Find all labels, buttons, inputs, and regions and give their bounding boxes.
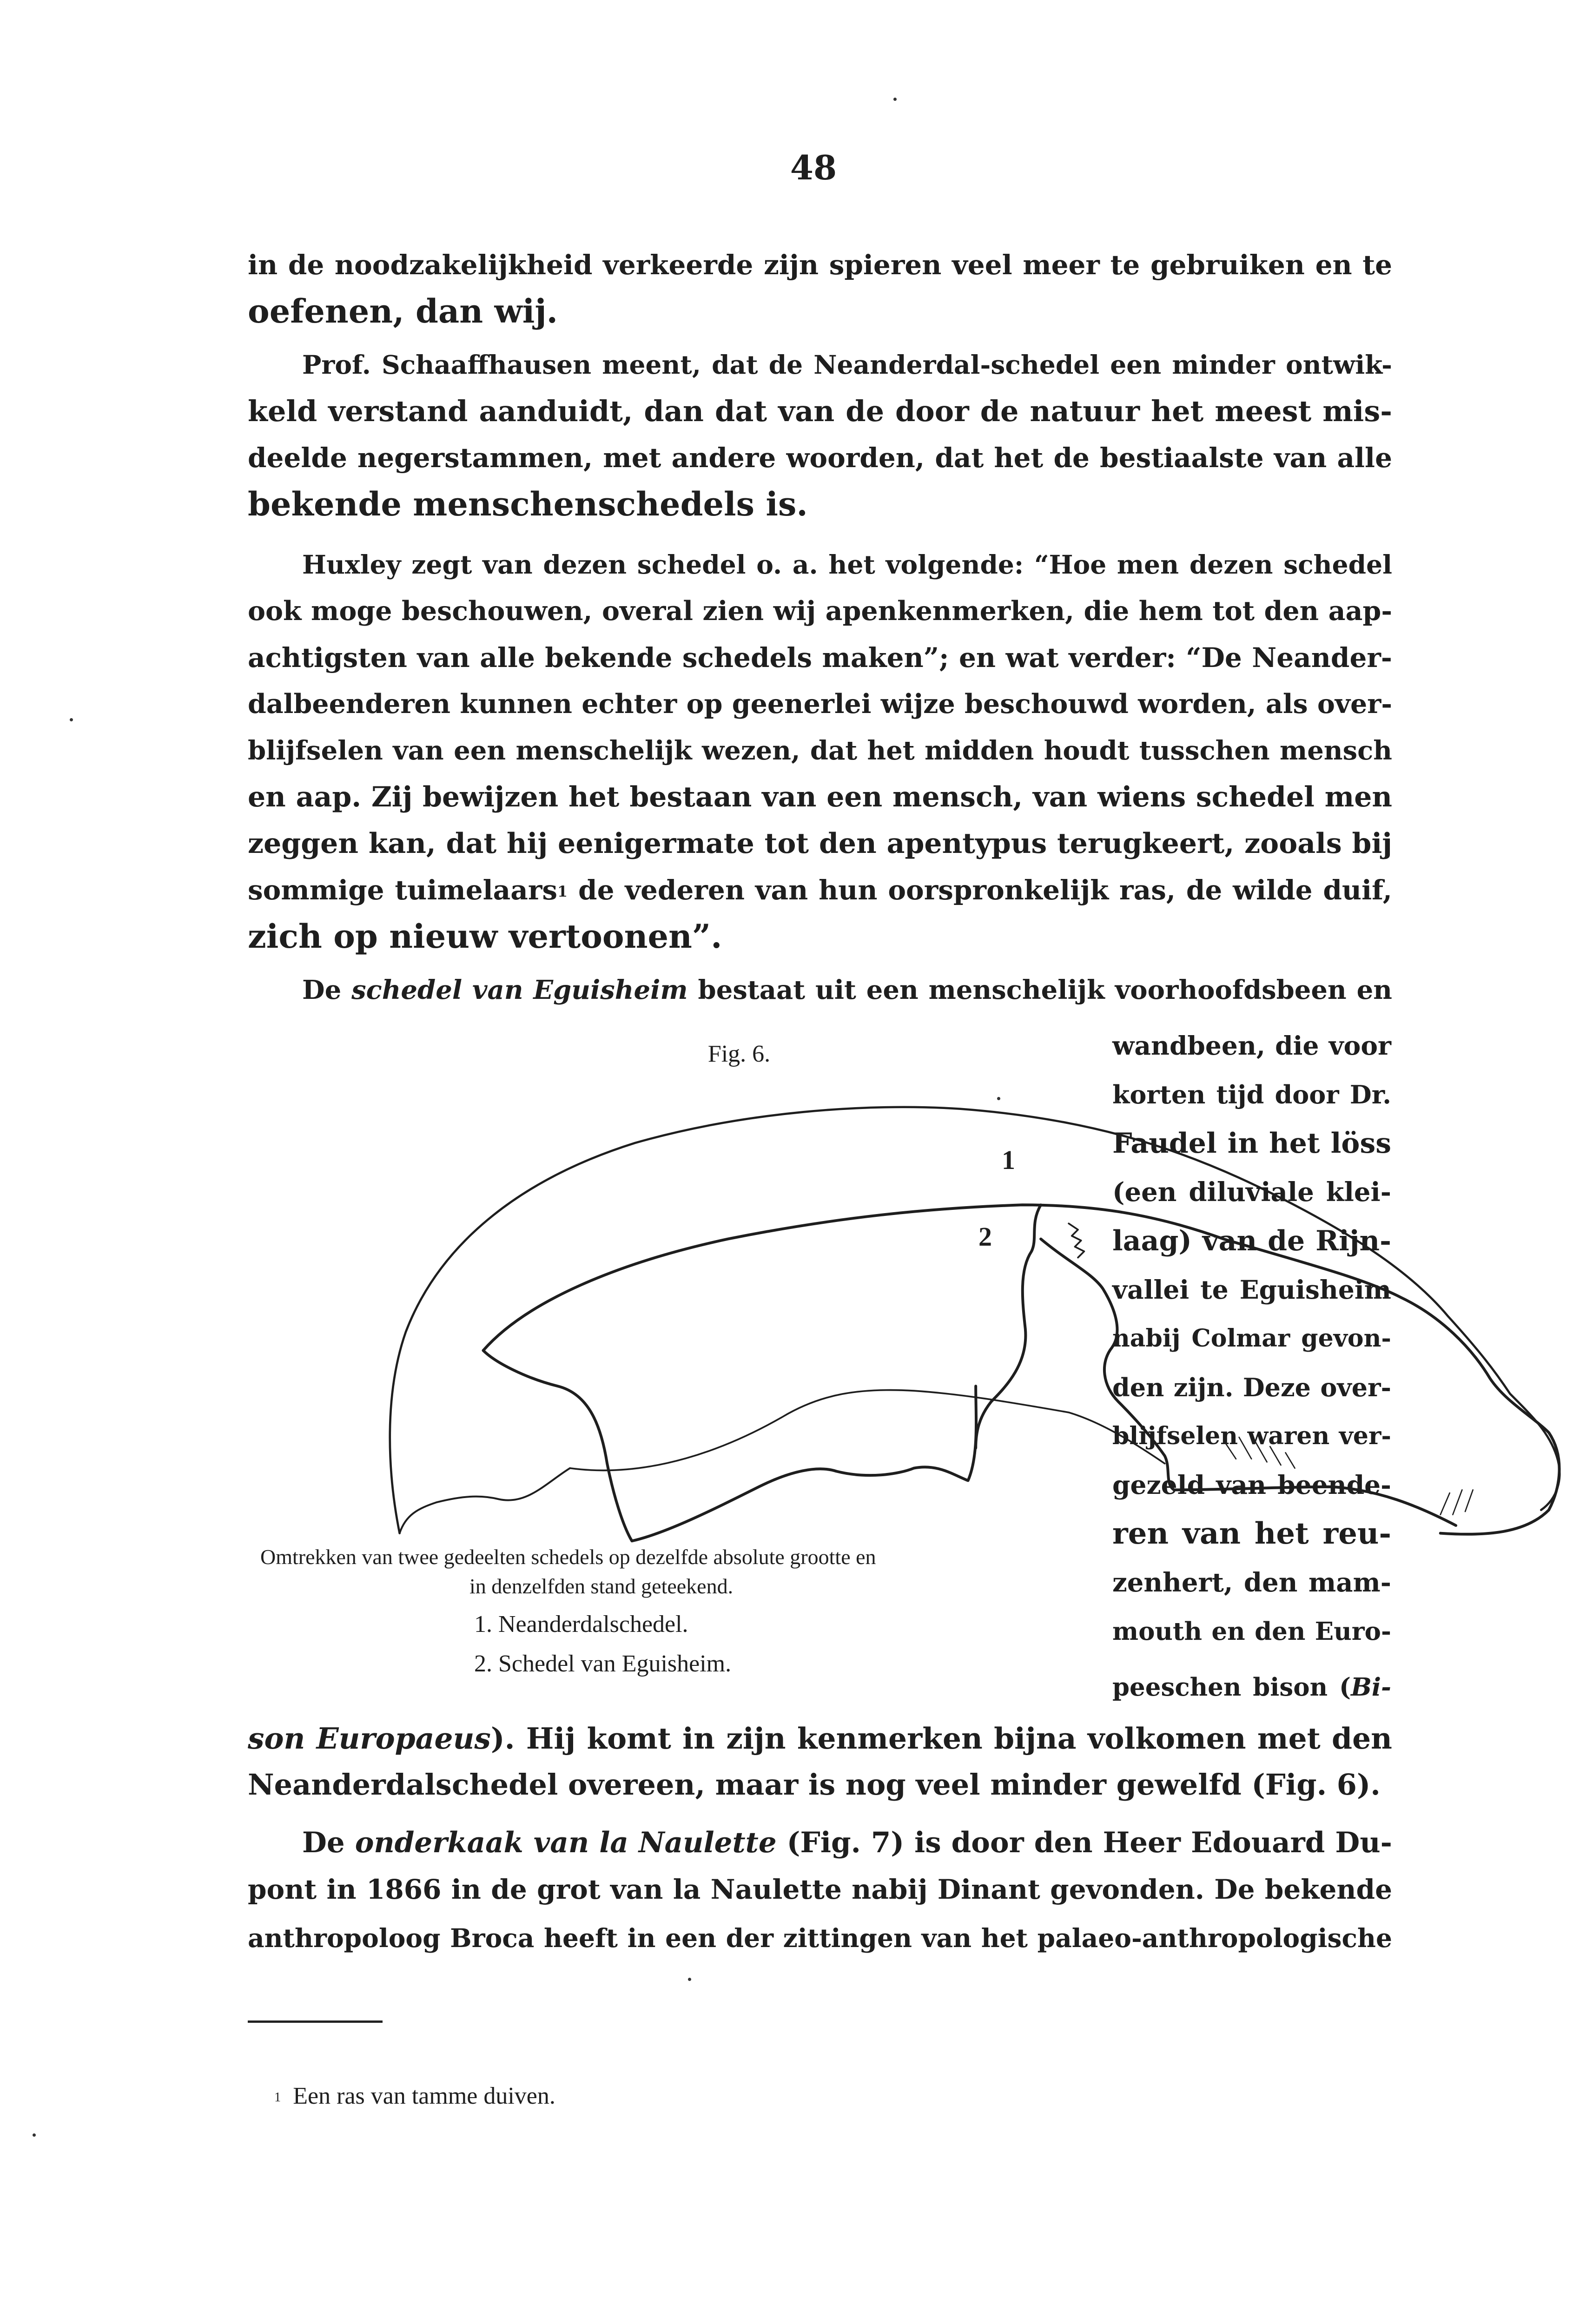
- figure-caption-line-1: Omtrekken van twee gedeelten schedels op dezelfde absolute grootte en: [260, 1545, 876, 1569]
- scan-speck: [70, 718, 73, 721]
- right-column-line: korten tijd door Dr.: [1112, 1080, 1391, 1109]
- right-column-line: laag) van de Rijn-: [1112, 1225, 1391, 1257]
- body-line: Huxley zegt van dezen schedel o. a. het volgende: “Hoe men dezen schedel: [302, 549, 1392, 580]
- skull-inner-contour: [570, 1390, 1164, 1471]
- body-line: in de noodzakelijkheid verkeerde zijn spieren veel meer te gebruiken en te: [248, 249, 1392, 281]
- figure-title: Fig. 6.: [707, 1041, 771, 1067]
- figure-label-2: 2: [978, 1221, 992, 1252]
- footnote-marker: 1: [274, 2090, 281, 2105]
- body-line: oefenen, dan wij.: [248, 292, 558, 330]
- footnote-reference[interactable]: 1: [557, 883, 568, 901]
- legend-number: 2.: [474, 1651, 492, 1677]
- right-column-line: den zijn. Deze over-: [1112, 1373, 1391, 1402]
- right-column-line: Faudel in het löss: [1112, 1127, 1391, 1160]
- coronal-suture-zigzag: [1069, 1223, 1084, 1257]
- body-line: keld verstand aanduidt, dan dat van de door de natuur het meest mis-: [248, 394, 1392, 428]
- text-run: de vederen van hun oorspronkelijk ras, de wilde duif,: [568, 874, 1392, 906]
- text-run: bestaat uit een menschelijk voorhoofdsbeen en: [687, 975, 1392, 1005]
- italic-term: Bi-: [1351, 1673, 1391, 1702]
- legend-label: Neanderdalschedel.: [498, 1611, 688, 1637]
- body-line: blijfselen van een menschelijk wezen, dat het midden houdt tusschen mensch: [248, 735, 1392, 766]
- legend-label: Schedel van Eguisheim.: [498, 1651, 732, 1677]
- body-line: ook moge beschouwen, overal zien wij apenkenmerken, die hem tot den aap-: [248, 595, 1392, 627]
- suture-line-right: [1041, 1239, 1456, 1525]
- body-line: zeggen kan, dat hij eenigermate tot den apentypus terugkeert, zooals bij: [248, 827, 1392, 860]
- figure-label-1: 1: [1002, 1145, 1015, 1175]
- text-run: ). Hij komt in zijn kenmerken bijna volkomen met den: [490, 1721, 1392, 1756]
- body-line: [302, 1820, 1392, 1866]
- right-column-line: nabij Colmar gevon-: [1112, 1324, 1391, 1353]
- figure-legend-item: [474, 1608, 939, 1641]
- neanderthal-skull-outline: [390, 1107, 1560, 1533]
- body-line: [248, 1715, 1392, 1762]
- scan-speck: [688, 1978, 691, 1981]
- body-line: dalbeenderen kunnen echter op geenerlei wijze beschouwd worden, als over-: [248, 688, 1392, 720]
- text-run: sommige tuimelaars: [248, 874, 558, 906]
- right-column-line: [1112, 1664, 1391, 1710]
- text-run: De: [302, 1826, 355, 1859]
- figure-legend-item: [474, 1648, 939, 1680]
- body-line: Neanderdalschedel overeen, maar is nog veel minder gewelfd (Fig. 6).: [248, 1768, 1381, 1802]
- scan-speck: [893, 98, 897, 101]
- right-column-line: wandbeen, die voor: [1112, 1030, 1391, 1061]
- body-line: achtigsten van alle bekende schedels maken”; en wat verder: “De Neander-: [248, 642, 1392, 673]
- body-line: deelde negerstammen, met andere woorden, dat het de bestiaalste van alle: [248, 442, 1392, 474]
- footnote-text: Een ras van tamme duiven.: [293, 2083, 555, 2109]
- right-column-line: vallei te Eguisheim: [1112, 1274, 1391, 1305]
- eguisheim-skull-outline: [483, 1205, 1560, 1534]
- scan-speck: [997, 1097, 1000, 1100]
- right-column-line: mouth en den Euro-: [1112, 1617, 1391, 1646]
- body-line: en aap. Zij bewijzen het bestaan van een mensch, van wiens schedel men: [248, 781, 1392, 813]
- body-line: Prof. Schaaffhausen meent, dat de Neanderdal-schedel een minder ontwik-: [302, 350, 1392, 380]
- page-number: 48: [790, 148, 837, 187]
- body-line: anthropoloog Broca heeft in een der zittingen van het palaeo-anthropologische: [248, 1923, 1392, 1953]
- body-line: zich op nieuw vertoonen”.: [248, 917, 722, 956]
- text-run: De: [302, 975, 352, 1005]
- italic-term: son Europaeus: [248, 1721, 491, 1756]
- neanderthal-skull-lower-edge: [400, 1468, 570, 1533]
- right-column-line: ren van het reu-: [1112, 1516, 1391, 1551]
- body-line: pont in 1866 in de grot van la Naulette nabij Dinant gevonden. De bekende: [248, 1874, 1392, 1905]
- eguisheim-skull-lower: [483, 1351, 976, 1541]
- footnote-separator-rule: [248, 2020, 383, 2023]
- italic-term: onderkaak van la Naulette: [355, 1826, 777, 1859]
- italic-term: schedel van Eguisheim: [351, 975, 688, 1005]
- right-column-line: blijfselen waren ver-: [1112, 1422, 1391, 1450]
- text-run: (Fig. 7) is door den Heer Edouard Du-: [776, 1826, 1393, 1859]
- text-run: peeschen bison (: [1112, 1673, 1351, 1702]
- body-line: bekende menschenschedels is.: [248, 485, 808, 523]
- figure-caption-line-2: in denzelfden stand geteekend.: [469, 1574, 734, 1598]
- footnote: [274, 2080, 786, 2113]
- right-column-line: gezeld van beende-: [1112, 1470, 1391, 1500]
- legend-number: 1.: [474, 1611, 492, 1637]
- right-column-line: (een diluviale klei-: [1112, 1177, 1391, 1208]
- shading-hatch: [1223, 1437, 1473, 1515]
- right-column-line: zenhert, den mam-: [1112, 1567, 1391, 1598]
- scan-speck: [33, 2133, 36, 2137]
